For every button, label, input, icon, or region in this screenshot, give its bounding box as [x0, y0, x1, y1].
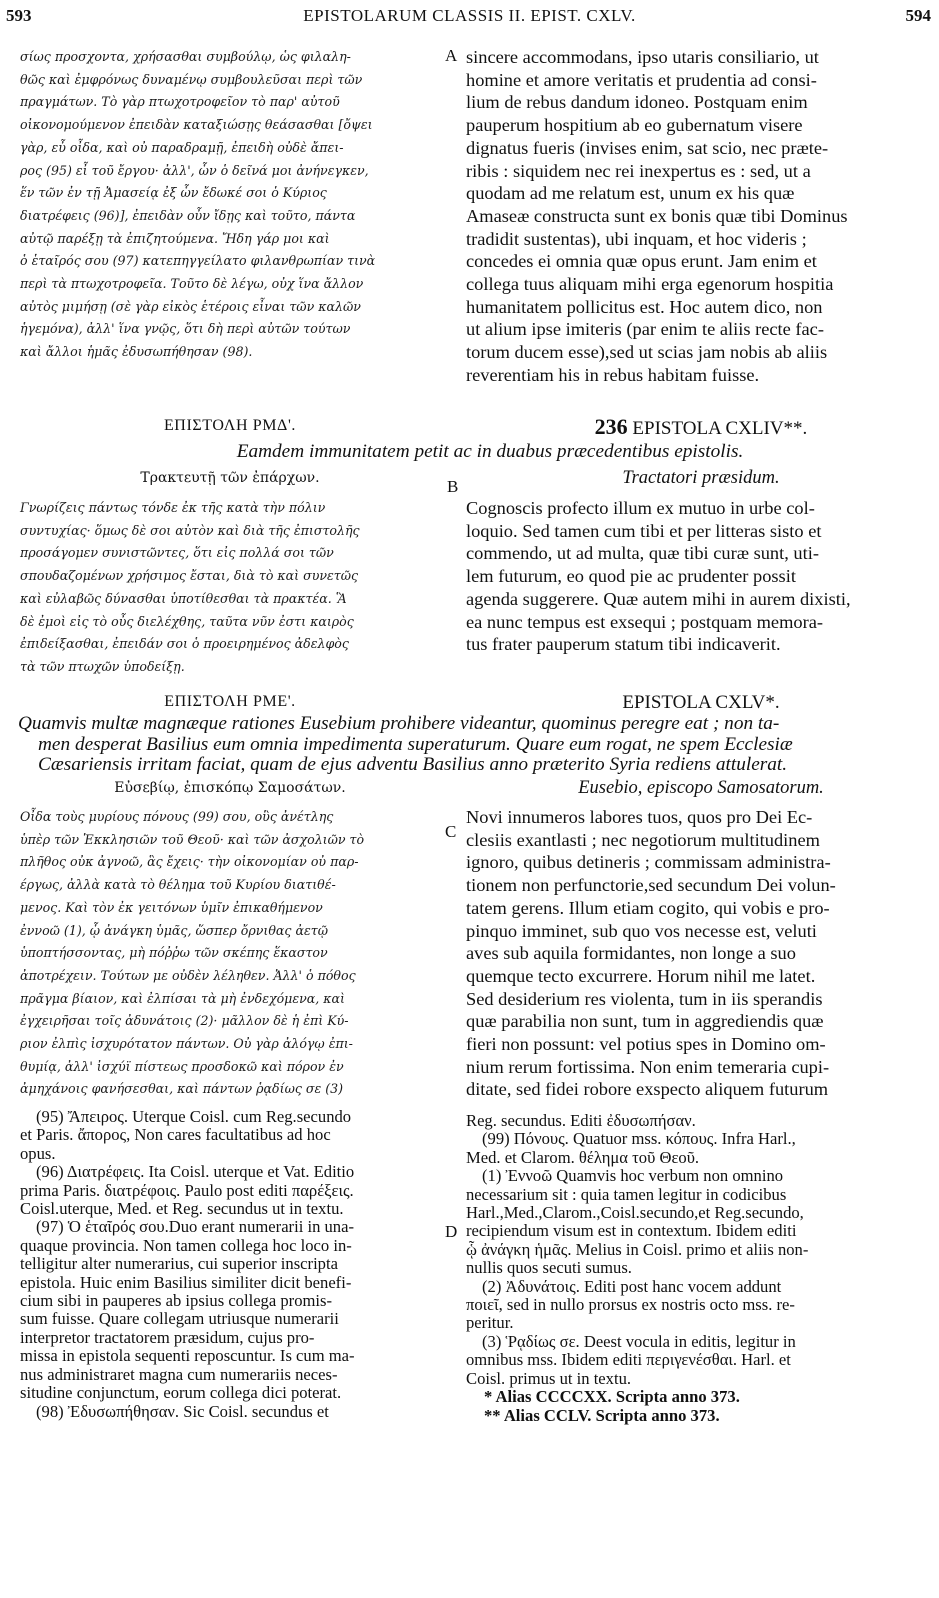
- footnotes-right: [466, 1112, 936, 1425]
- greek-line: σπουδαζομένων χρήσιμος ἔσται, διὰ τὸ καὶ συνετῶς: [20, 568, 359, 584]
- latin-line: pinquo imminet, sub quo vos necesse est, veluti: [466, 920, 817, 941]
- latin-line: agenda suggerere. Quæ autem mihi in aurem dixisti,: [466, 588, 851, 609]
- greek-line: Οἶδα τοὺς μυρίους πόνους (99) σου, οὓς ἀνέτλης: [20, 809, 334, 824]
- latin-line: concedes ei omnia quæ opus erunt. Jam enim et: [466, 251, 817, 272]
- greek-line: ὑποπτήσσοντας, μὴ πόῤῥω τῶν σκέπης ἕκαστον: [20, 945, 328, 961]
- summary-line: Quamvis multæ magnæque rationes Eusebium prohibere videantur, quominus peregre eat ; non ta-: [18, 713, 780, 734]
- greek-line: πραγμάτων. Τὸ γὰρ πτωχοτροφεῖον τὸ παρ' αὐτοῦ: [20, 94, 340, 110]
- running-title: EPISTOLARUM CLASSIS II. EPIST. CXLV.: [303, 6, 636, 25]
- footnote-line: telligitur alter numerarius, cui superior inscripta: [20, 1254, 338, 1274]
- footnote-line: nus administraret magna cum numerariis neces-: [20, 1364, 338, 1384]
- latin-column-top: [466, 46, 936, 387]
- epistle-heading-text: EPISTOLA CXLIV**.: [632, 418, 808, 439]
- greek-line: θυμίᾳ, ἀλλ' ἰσχύϊ πίστεως προσδοκῶ καὶ πόρον ἐν: [20, 1058, 344, 1074]
- margin-marker-a: A: [445, 46, 458, 65]
- footnote-line: opus.: [20, 1143, 56, 1163]
- footnote-line: prima Paris. διατρέφοις. Paulo post editi παρέξεις.: [20, 1180, 354, 1200]
- latin-line: lium de rebus dandum idoneo. Postquam enim: [466, 92, 808, 113]
- latin-address: Eusebio, episcopo Samosatorum.: [578, 778, 824, 798]
- latin-line: ea nunc tempus est exsequi ; postquam memora-: [466, 611, 823, 632]
- greek-line: ἀποτρέχειν. Τούτων με οὐδὲν λέληθεν. Ἀλλ' ὁ πόθος: [20, 967, 356, 983]
- footnote-line: missa in epistola sequenti reposcuntur. Is cum ma-: [20, 1346, 355, 1366]
- latin-epistle-heading: [466, 414, 936, 440]
- latin-line: ignoro, quibus detineris ; commissam administra-: [466, 852, 831, 873]
- greek-line: σίως προσχοντα, χρήσασθαι συμβούλῳ, ὡς φιλαλη-: [20, 49, 351, 64]
- greek-line: Γνωρίζεις πάντως τόνδε ἐκ τῆς κατὰ τὴν πόλιν: [20, 500, 326, 515]
- latin-line: pauperum hospitium ab eo gubernatum visere: [466, 115, 803, 136]
- page-number-right: 594: [905, 6, 931, 25]
- latin-line: Amaseæ constructa sunt ex bonis quæ tibi Dominus: [466, 205, 848, 226]
- latin-line: ditate, sed fidei robore exspecto aliquem futurum: [466, 1079, 829, 1100]
- latin-column-epistle-145: [466, 806, 936, 1101]
- greek-line: ρος (95) εἶ τοῦ ἔργου· ἀλλ', ὧν ὁ δεῖνά μοι ἀνήνεγκεν,: [20, 162, 369, 178]
- epistle-summary: Eamdem immunitatem petit ac in duabus præcedentibus epistolis.: [236, 441, 744, 462]
- greek-line: αὐτὸς μιμήσῃ (σὲ γὰρ εἰκὸς ἑτέροις εἶναι τῶν καλῶν: [20, 298, 361, 314]
- footnote-line: epistola. Huic enim Basilius similiter dicit benefi-: [20, 1272, 352, 1292]
- footnote-line: et Paris. ἄπορος, Non cares facultatibus ad hoc: [20, 1125, 331, 1145]
- greek-line: περὶ τὰ πτωχοτροφεῖα. Τοῦτο δὲ λέγω, οὐχ ἵνα ἄλλον: [20, 276, 364, 292]
- footnote-line: quaque provincia. Non tamen collega hoc loco in-: [20, 1235, 352, 1255]
- footnote-line: (96) Διατρέφεις. Ita Coisl. uterque et Vat. Editio: [36, 1162, 355, 1182]
- footnote-line: peritur.: [466, 1313, 514, 1333]
- latin-line: commendo, ut ad multa, quæ tibi curæ sunt, uti-: [466, 543, 819, 564]
- greek-line: θῶς καὶ ἐμφρόνως δυναμένῳ συμβουλεῦσαι περὶ τῶν: [20, 71, 363, 87]
- latin-line: clesiis exantlasti ; nec negotiorum multitudinem: [466, 829, 820, 850]
- greek-column-epistle-145: [20, 806, 440, 1101]
- greek-line: πρᾶγμα βίαιον, καὶ ἐλπίσαι τὰ μὴ ἐνδεχόμενα, καὶ: [20, 990, 345, 1006]
- greek-column-epistle-144: [20, 497, 440, 679]
- latin-line: tionem non perfunctorie,sed secundum Dei volun-: [466, 875, 836, 896]
- summary-line: Cæsariensis irritam faciat, quam de ejus adventu Basilius anno præterito Syria rediens attulerat.: [38, 754, 788, 775]
- greek-epistle-heading: ΕΠΙΣΤΟΛΗ ΡΜΔ'.: [163, 417, 297, 434]
- greek-line: αὐτῷ παρέξῃ τὰ ἐπιζητούμενα. Ἤδη γάρ μοι καὶ: [20, 230, 330, 246]
- footnote-line: necessarium sit : quia tamen legitur in codicibus: [466, 1184, 787, 1204]
- latin-line: tradidit sustentas), ubi inquam, et hoc videris ;: [466, 228, 807, 249]
- latin-line: Cognoscis profecto illum ex mutuo in urbe col-: [466, 498, 815, 518]
- footnote-line: (95) Ἄπειρος. Uterque Coisl. cum Reg.secundo: [36, 1107, 352, 1126]
- greek-line: ἀμηχάνοις φανήσεσθαι, καὶ πάντων ῥᾳδίως σε (3): [20, 1081, 344, 1097]
- greek-line: γὰρ, εὖ οἶδα, καὶ οὐ παραδραμῇ, ἐπειδὴ οὐδὲ ἄπει-: [20, 139, 344, 155]
- footnote-line: (3) Ῥᾳδίως σε. Deest vocula in editis, legitur in: [482, 1331, 796, 1351]
- footnote-line: (2) Ἀδυνάτοις. Editi post hanc vocem addunt: [482, 1276, 782, 1296]
- latin-line: reverentiam his in rebus habitam fuisse.: [466, 364, 760, 385]
- greek-column-top: [20, 46, 440, 364]
- greek-line: ὑπὲρ τῶν Ἐκκλησιῶν τοῦ Θεοῦ· καὶ τῶν ἀσχολιῶν τὸ: [20, 831, 365, 847]
- footnote-line: * Alias CCCCXX. Scripta anno 373.: [484, 1387, 740, 1407]
- greek-line: ριον ἐλπὶς ἰσχυρότατον πάντων. Οὐ γὰρ ἀλόγῳ ἐπι-: [20, 1036, 353, 1052]
- latin-line: nium rerum fortissima. Non enim temeraria cupi-: [466, 1056, 830, 1077]
- greek-line: διατρέφεις (96)], ἐπειδὰν οὖν ἴδῃς καὶ τοῦτο, πάντα: [20, 207, 356, 223]
- page-number-left: 593: [6, 6, 32, 25]
- latin-line: Sed desiderium res violenta, tum in iis sperandis: [466, 988, 823, 1009]
- footnote-line: interpretor tractatorem præsidum, cujus pro-: [20, 1327, 315, 1347]
- footnote-line: (99) Πόνους. Quatuor mss. κόπους. Infra Harl.,: [482, 1129, 796, 1149]
- footnote-line: Reg. secundus. Editi ἐδυσωπήσαν.: [466, 1111, 696, 1130]
- latin-line: quæ parabilia non sunt, tum in aggrediendis quæ: [466, 1011, 824, 1032]
- greek-line: πλῆθος οὐκ ἀγνοῶ, ἃς ἔχεις· τὴν οἰκονομίαν οὐ παρ-: [20, 854, 359, 870]
- latin-line: ut alium ipse imiteris (par enim te aliis recte fac-: [466, 319, 824, 340]
- latin-line: loquio. Sed tamen cum tibi et per litteras sisto et: [466, 520, 822, 541]
- latin-column-epistle-144: [466, 497, 936, 656]
- footnote-line: cium sibi in pauperes ab ipsius collega promis-: [20, 1291, 332, 1311]
- greek-line: οἰκονομούμενον ἐπειδὰν καταξιώσῃς θεάσασθαι [ὄψει: [20, 117, 373, 133]
- greek-line: προσάγομεν συνιστῶντες, ὅτι εἰς πολλά σοι τῶν: [20, 545, 334, 561]
- latin-line: ribis : siquidem nec rei inexpertus es : sed, ut a: [466, 160, 811, 181]
- footnote-line: (97) Ὁ ἑταῖρός σου.Duo erant numerarii in una-: [36, 1217, 354, 1237]
- margin-marker-b: B: [447, 477, 459, 496]
- latin-line: humanitatem pollicitus est. Hoc autem dico, non: [466, 296, 823, 317]
- greek-line: μενος. Καὶ τὸν ἐκ γειτόνων ὑμῖν ἐπικαθήμενον: [20, 899, 323, 915]
- footnote-line: Coisl. primus ut in textu.: [466, 1368, 632, 1388]
- greek-line: έργως, ἀλλὰ κατὰ τὸ θέλημα τοῦ Κυρίου διατιθέ-: [20, 877, 336, 893]
- greek-line: συντυχίας· ὅμως δὲ σοι αὐτὸν καὶ διὰ τῆς ἐπιστολῆς: [20, 522, 360, 538]
- latin-address: Tractatori præsidum.: [622, 468, 780, 488]
- latin-line: tus frater pauperum statum tibi indicaverit.: [466, 634, 781, 655]
- margin-marker-c: C: [445, 822, 457, 841]
- footnote-line: Harl.,Med.,Clarom.,Coisl.secundo,et Reg.secundo,: [466, 1203, 804, 1223]
- epistle-summary: [18, 714, 928, 776]
- latin-line: lem futurum, eo quod pie ac prudenter possit: [466, 566, 796, 587]
- greek-address: Τρακτευτῇ τῶν ἐπάρχων.: [140, 470, 320, 486]
- greek-line: τὰ τῶν πτωχῶν ὑποδείξῃ.: [20, 658, 185, 674]
- greek-line: ἡγεμόνα), ἀλλ' ἵνα γνῷς, ὅτι δὴ περὶ αὐτῶν τούτων: [20, 321, 351, 337]
- greek-line: δὲ ἐμοὶ εἰς τὸ οὖς διελέχθης, ταῦτα νῦν ἐστι καιρὸς: [20, 613, 354, 629]
- latin-line: Novi innumeros labores tuos, quos pro Dei Ec-: [466, 807, 813, 827]
- footnote-line: Coisl.uterque, Med. et Reg. secundus ut in textu.: [20, 1199, 344, 1219]
- greek-line: ἐννοῶ (1), ᾧ ἀνάγκη ὑμᾶς, ὥσπερ ὄρνιθας ἀετῷ: [20, 922, 328, 938]
- margin-marker-d: D: [445, 1222, 458, 1241]
- latin-line: quodam ad me relatum est, unum ex his quæ: [466, 183, 795, 204]
- footnote-line: (1) Ἐννοῶ Quamvis hoc verbum non omnino: [482, 1166, 784, 1186]
- footnote-line: sum fuisse. Quare collegam utriusque numerarii: [20, 1309, 339, 1329]
- latin-line: homine et amore veritatis et prudentia ad consi-: [466, 69, 817, 90]
- footnote-line: Med. et Clarom. θέλημα τοῦ Θεοῦ.: [466, 1147, 700, 1167]
- latin-line: collega tuus aliquam mihi erga egenorum hospitia: [466, 274, 834, 295]
- footnote-line: ** Alias CCLV. Scripta anno 373.: [484, 1405, 720, 1425]
- greek-line: καὶ εὐλαβῶς δύνασθαι ὑποτίθεσθαι τὰ πρακτέα. Ἃ: [20, 590, 347, 606]
- summary-line: men desperat Basilius eum omnia impedimenta superaturum. Quare eum rogat, ne spem Ecclesiæ: [38, 733, 793, 755]
- latin-line: aves sub aquila formidantes, non longe a suo: [466, 943, 796, 964]
- greek-address: Εὐσεβίῳ, ἐπισκόπῳ Σαμοσάτων.: [114, 780, 346, 796]
- footnotes-left: [20, 1108, 445, 1421]
- epistle-number: 236: [594, 414, 628, 439]
- latin-line: sincere accommodans, ipso utaris consiliario, ut: [466, 47, 819, 67]
- greek-line: ἐγχειρῆσαι τοῖς ἀδυνάτοις (2)· μᾶλλον δὲ ἡ ἐπὶ Κύ-: [20, 1013, 349, 1029]
- greek-line: ἕν τῶν ἐν τῇ Ἀμασείᾳ ἐξ ὧν ἔδωκέ σοι ὁ Κύριος: [20, 185, 327, 201]
- footnote-line: recipiendum visum est in contextum. Ibidem editi: [466, 1221, 797, 1241]
- greek-line: ἐπιδείξασθαι, ἐπειδάν σοι ὁ προειρημένος ἀδελφὸς: [20, 636, 349, 652]
- latin-line: tatem gerens. Illum etiam cogito, qui vobis e pro-: [466, 897, 830, 918]
- greek-line: ὁ ἑταῖρός σου (97) κατεπηγγείλατο φιλανθρωπίαν τινὰ: [20, 253, 376, 269]
- latin-line: fieri non possunt: vel potius spes in Domino om-: [466, 1034, 826, 1055]
- footnote-line: nullis quos secuti sumus.: [466, 1258, 632, 1278]
- latin-epistle-heading: EPISTOLA CXLV*.: [622, 692, 780, 713]
- footnote-line: situdine conjunctum, eorum collega dici poterat.: [20, 1383, 342, 1403]
- footnote-line: omnibus mss. Ibidem editi περιγενέσθαι. Harl. et: [466, 1350, 791, 1370]
- greek-epistle-heading: ΕΠΙΣΤΟΛΗ ΡΜΕ'.: [164, 693, 296, 710]
- latin-line: dignatus fueris (invises enim, sat scio, nec præte-: [466, 137, 829, 158]
- footnote-line: ᾧ ἀνάγκη ἡμᾶς. Melius in Coisl. primo et aliis non-: [466, 1239, 809, 1259]
- greek-line: καὶ ἄλλοι ἡμᾶς ἐδυσωπήθησαν (98).: [20, 344, 253, 360]
- latin-line: torum ducem esse),sed ut scias jam nobis ab aliis: [466, 342, 828, 363]
- footnote-line: ποιεῖ, sed in nullo prorsus ex nostris octo mss. re-: [466, 1295, 795, 1315]
- footnote-line: (98) Ἐδυσωπήθησαν. Sic Coisl. secundus et: [36, 1401, 329, 1421]
- latin-line: quemque tecto excurrere. Horum nihil me latet.: [466, 965, 816, 986]
